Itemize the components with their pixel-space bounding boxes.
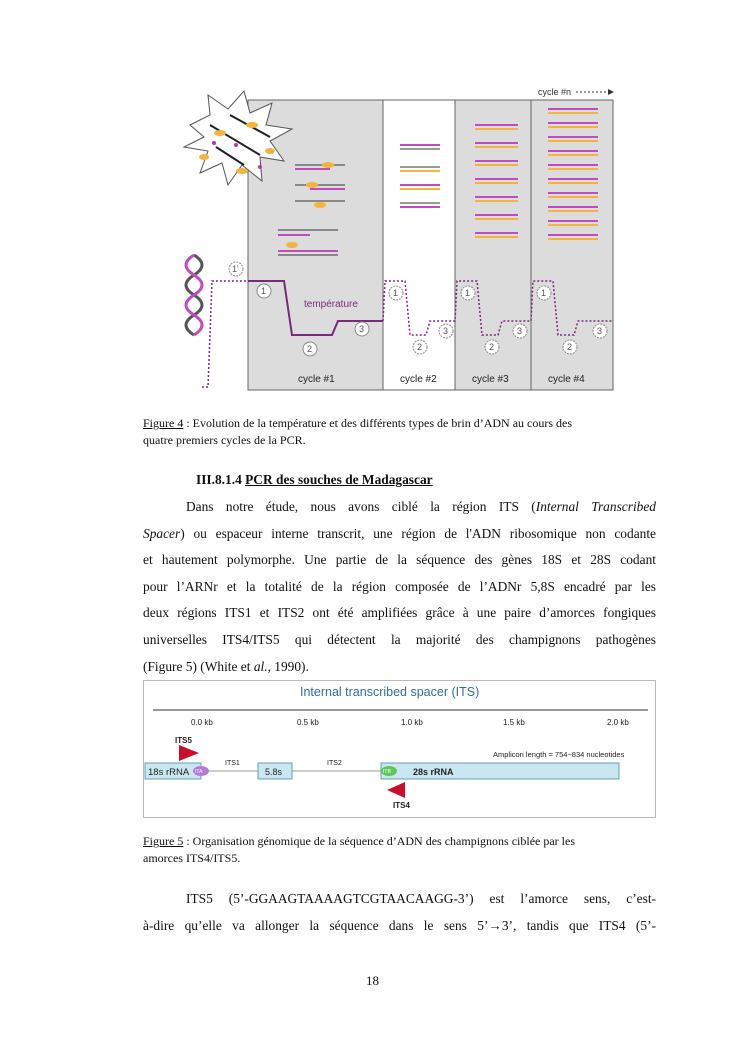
figure-5-frame <box>144 681 656 818</box>
amplicon-length: Amplicon length = 754~834 nucleotides <box>493 750 625 759</box>
enzyme-blob <box>236 168 248 174</box>
figure-4-caption <box>143 415 663 449</box>
dna-helix-icon <box>186 255 202 335</box>
ita-label: ITA <box>195 769 203 775</box>
its1-label: ITS1 <box>225 760 240 767</box>
paragraph-1-line-6: universelles ITS4/ITS5 qui détectent la majorité des champignons pathogènes <box>143 631 656 647</box>
figure-4-pcr-diagram <box>180 85 620 395</box>
primer-dot <box>212 141 216 145</box>
cycle-1-label: cycle #1 <box>298 374 335 385</box>
its5-label: ITS5 <box>175 736 192 745</box>
svg-text:2: 2 <box>489 342 495 352</box>
primer-dot <box>258 165 262 169</box>
svg-text:3: 3 <box>443 326 449 336</box>
figure-4-caption-text: : Evolution de la température et des différents types de brin d’ADN au cours des <box>183 416 573 430</box>
primer-dot <box>234 143 238 147</box>
enzyme-blob <box>214 130 226 136</box>
figure-5-caption-label: Figure 5 <box>143 834 184 848</box>
enzyme-blob <box>199 154 209 160</box>
cycle-4-label: cycle #4 <box>548 374 585 385</box>
paragraph-1-line-2: Spacer) ou espaceur interne transcrit, une région de l'ADN ribosomique non codante <box>143 525 656 541</box>
paragraph-2 <box>143 886 656 939</box>
svg-text:2: 2 <box>567 342 573 352</box>
temperature-profile-pre <box>202 281 248 387</box>
right-arrow-symbol: → <box>488 917 502 933</box>
scale-1-5kb: 1.5 kb <box>503 718 525 727</box>
cycle-n-arrowhead <box>608 89 614 95</box>
page-number: 18 <box>366 973 379 988</box>
cycle-n-label: cycle #n <box>538 87 572 97</box>
svg-text:1: 1 <box>393 288 399 298</box>
paragraph-2-line-2: à-dire qu’elle va allonger la séquence dans le sens 5’→3’, tandis que ITS4 (5’- <box>143 917 656 933</box>
scale-0-0kb: 0.0 kb <box>191 718 213 727</box>
rrna-28s-label: 28s rRNA <box>413 767 454 777</box>
s58-label: 5.8s <box>265 767 283 777</box>
figure-4-caption-label: Figure 4 <box>143 416 184 430</box>
svg-text:1': 1' <box>232 264 239 274</box>
its2-label: ITS2 <box>327 760 342 767</box>
svg-text:2: 2 <box>307 344 313 354</box>
svg-text:2: 2 <box>417 342 423 352</box>
section-title: PCR des souches de Madagascar <box>245 472 433 487</box>
scale-1-0kb: 1.0 kb <box>401 718 423 727</box>
paragraph-1 <box>143 494 656 680</box>
figure-5-caption <box>143 833 663 867</box>
scale-2-0kb: 2.0 kb <box>607 718 629 727</box>
svg-text:1: 1 <box>261 286 267 296</box>
svg-text:3: 3 <box>597 326 603 336</box>
rrna-18s-label: 18s rRNA <box>148 767 190 778</box>
svg-text:3: 3 <box>359 324 365 334</box>
section-heading <box>196 472 433 488</box>
section-number: III.8.1.4 <box>196 472 246 487</box>
paragraph-2-line-1: ITS5 (5’-GGAAGTAAAAGTCGTAACAAGG-3’) est l’amorce sens, c’est- <box>186 891 656 906</box>
enzyme-blob <box>265 148 275 154</box>
itb-label: ITB <box>383 769 391 775</box>
cycle-3-label: cycle #3 <box>472 374 509 385</box>
paragraph-1-line-3: et hautement polymorphe. Une partie de la séquence des gènes 18S et 28S codant <box>143 552 656 568</box>
paragraph-1-line-7: (Figure 5) (White et al., 1990). <box>143 658 309 674</box>
paragraph-1-line-4: pour l’ARNr et la totalité de la région composée de l’ADNr 5,8S encadré par les <box>143 578 656 594</box>
its4-label: ITS4 <box>393 801 410 810</box>
paragraph-1-line-5: deux régions ITS1 et ITS2 ont été amplifiées grâce à une paire d’amorces fongiques <box>143 605 656 621</box>
svg-text:1: 1 <box>465 288 471 298</box>
figure-5-its-diagram <box>143 680 656 818</box>
temperature-label: température <box>304 299 358 310</box>
scale-0-5kb: 0.5 kb <box>297 718 319 727</box>
cycle-2-label: cycle #2 <box>400 374 437 385</box>
figure-5-title: Internal transcribed spacer (ITS) <box>300 685 480 699</box>
paragraph-1-line-1: Dans notre étude, nous avons ciblé la région ITS (Internal Transcribed <box>186 499 656 514</box>
svg-text:1: 1 <box>541 288 547 298</box>
figure-5-caption-text: : Organisation génomique de la séquence d’ADN des champignons ciblée par les <box>183 834 576 848</box>
svg-text:3: 3 <box>517 326 523 336</box>
enzyme-blob <box>246 122 258 128</box>
figure-5-caption-text-2: amorces ITS4/ITS5. <box>143 851 241 865</box>
figure-4-caption-text-2: quatre premiers cycles de la PCR. <box>143 433 306 447</box>
